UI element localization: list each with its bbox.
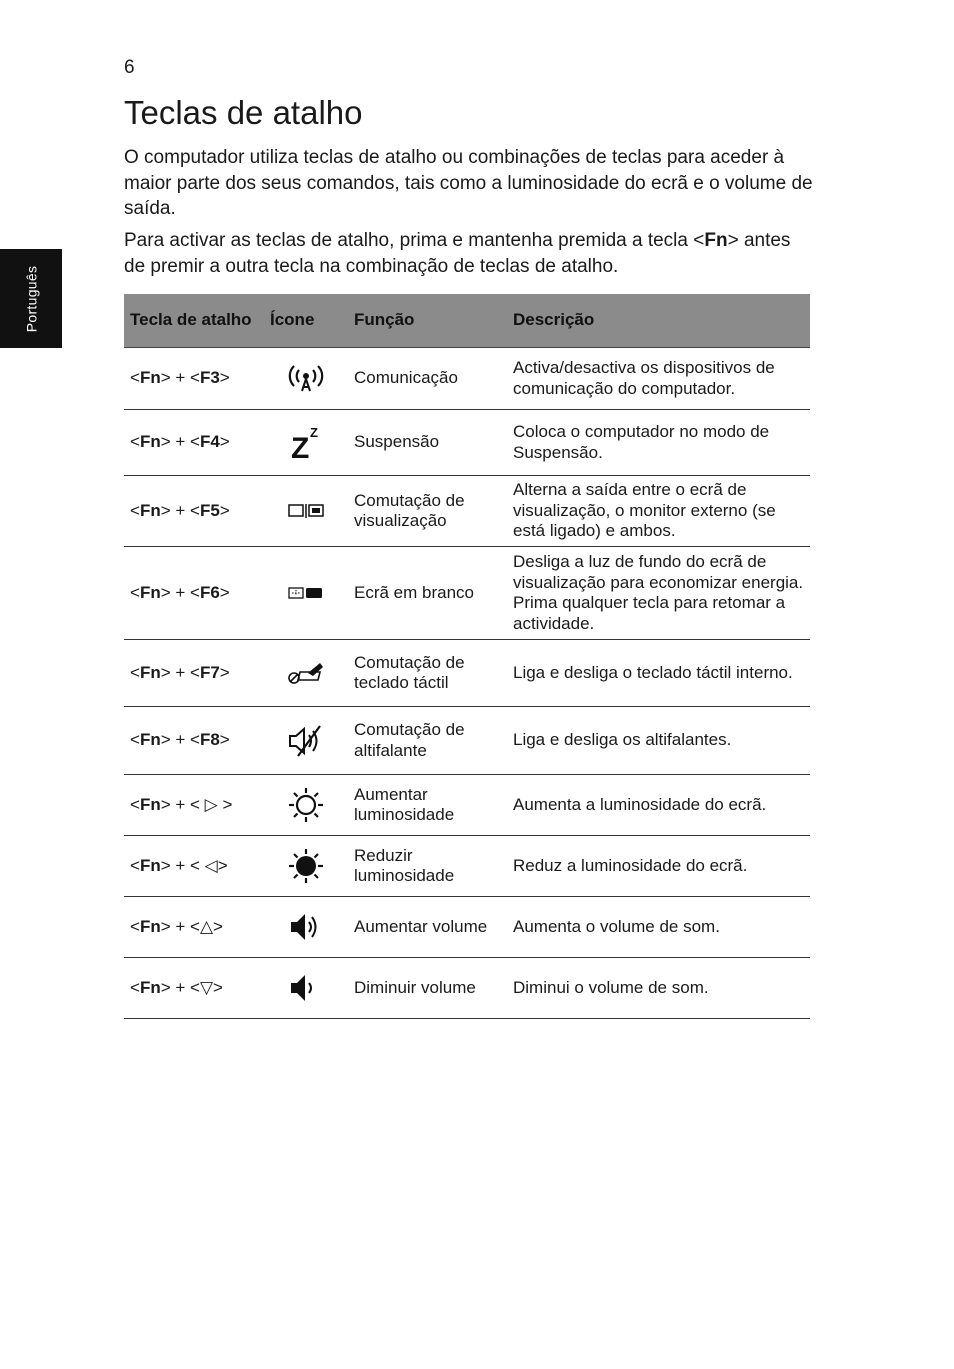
function-cell: Comutação de altifalante: [348, 707, 507, 775]
svg-text:Z: Z: [291, 431, 310, 463]
description-cell: Aumenta a luminosidade do ecrã.: [507, 775, 810, 836]
table-row: [124, 775, 810, 836]
function-key: F3: [199, 368, 220, 388]
function-cell: Aumentar volume: [348, 897, 507, 958]
function-cell: Ecrã em branco: [348, 547, 507, 640]
function-cell: Reduzir luminosidade: [348, 836, 507, 897]
hotkey-cell: <Fn> + < ◁>: [124, 836, 264, 897]
function-cell: Diminuir volume: [348, 958, 507, 1019]
arrow-key: △: [199, 916, 214, 936]
wireless-communication-icon: [264, 348, 348, 410]
function-cell: Aumentar luminosidade: [348, 775, 507, 836]
hotkey-cell: <Fn> + <F7>: [124, 640, 264, 707]
hotkey-cell: <Fn> + < ▷ >: [124, 775, 264, 836]
fn-key: Fn: [139, 582, 161, 602]
hotkey-cell: <Fn> + <F3>: [124, 348, 264, 410]
function-cell: Comutação de visualização: [348, 476, 507, 547]
fn-key: Fn: [139, 730, 161, 750]
arrow-key: ▷: [204, 794, 218, 814]
page-title: Teclas de atalho: [124, 94, 363, 131]
volume-down-icon: [264, 958, 348, 1019]
header-icon: Ícone: [264, 294, 348, 348]
table-row: [124, 476, 810, 547]
table-row: [124, 836, 810, 897]
function-key: F4: [199, 432, 220, 452]
fn-key: Fn: [139, 977, 161, 997]
intro-paragraph-2: [124, 228, 814, 279]
description-cell: Diminui o volume de som.: [507, 958, 810, 1019]
table-row: [124, 348, 810, 410]
header-hotkey: Tecla de atalho: [124, 294, 264, 348]
function-key: F5: [199, 500, 220, 520]
hotkey-cell: <Fn> + <△>: [124, 897, 264, 958]
table-row: [124, 897, 810, 958]
speaker-mute-icon: [264, 707, 348, 775]
description-cell: Desliga a luz de fundo do ecrã de visualização para economizar energia. Prima qualquer tecla para retomar a actividade.: [507, 547, 810, 640]
intro-2-key: Fn: [704, 230, 728, 251]
function-key: F7: [199, 662, 220, 682]
page-number: 6: [124, 57, 135, 78]
description-cell: Alterna a saída entre o ecrã de visualização, o monitor externo (se está ligado) e ambos.: [507, 476, 810, 547]
table-row: [124, 640, 810, 707]
screen-blank-icon: [264, 547, 348, 640]
volume-up-icon: [264, 897, 348, 958]
table-header-row: [124, 294, 810, 348]
intro-2-text-before: Para activar as teclas de atalho, prima e mantenha premida a tecla <: [124, 230, 705, 251]
description-cell: Liga e desliga o teclado táctil interno.: [507, 640, 810, 707]
description-cell: Liga e desliga os altifalantes.: [507, 707, 810, 775]
hotkey-cell: <Fn> + <F5>: [124, 476, 264, 547]
brightness-up-icon: [264, 775, 348, 836]
table-row: [124, 707, 810, 775]
intro-paragraph-1: O computador utiliza teclas de atalho ou combinações de teclas para aceder à maior parte dos seus comandos, tais como a luminosidade do ecrã e o volume de saída.: [124, 147, 813, 219]
description-cell: Coloca o computador no modo de Suspensão.: [507, 410, 810, 476]
table-row: [124, 547, 810, 640]
language-label: Português: [23, 265, 39, 332]
hotkey-cell: <Fn> + <▽>: [124, 958, 264, 1019]
fn-key: Fn: [139, 432, 161, 452]
function-key: F8: [199, 730, 220, 750]
intro-2-text-after: > antes de premir a outra tecla na combinação de teclas de atalho.: [124, 230, 791, 277]
arrow-key: ◁: [204, 855, 218, 875]
sleep-zz-icon: [264, 410, 348, 476]
hotkey-cell: <Fn> + <F8>: [124, 707, 264, 775]
function-cell: Suspensão: [348, 410, 507, 476]
function-cell: Comunicação: [348, 348, 507, 410]
table-row: [124, 958, 810, 1019]
description-cell: Aumenta o volume de som.: [507, 897, 810, 958]
hotkey-table: [124, 294, 810, 1019]
touchpad-toggle-icon: [264, 640, 348, 707]
fn-key: Fn: [139, 368, 161, 388]
fn-key: Fn: [139, 500, 161, 520]
hotkey-cell: <Fn> + <F6>: [124, 547, 264, 640]
function-cell: Comutação de teclado táctil: [348, 640, 507, 707]
header-function: Função: [348, 294, 507, 348]
brightness-down-icon: [264, 836, 348, 897]
function-key: F6: [199, 582, 220, 602]
arrow-key: ▽: [199, 977, 214, 997]
fn-key: Fn: [139, 794, 161, 814]
language-side-tab: [0, 249, 62, 348]
hotkey-cell: <Fn> + <F4>: [124, 410, 264, 476]
table-row: [124, 410, 810, 476]
display-toggle-icon: [264, 476, 348, 547]
header-description: Descrição: [507, 294, 810, 348]
fn-key: Fn: [139, 662, 161, 682]
description-cell: Reduz a luminosidade do ecrã.: [507, 836, 810, 897]
fn-key: Fn: [139, 916, 161, 936]
svg-text:Z: Z: [310, 424, 318, 440]
description-cell: Activa/desactiva os dispositivos de comunicação do computador.: [507, 348, 810, 410]
fn-key: Fn: [139, 855, 161, 875]
